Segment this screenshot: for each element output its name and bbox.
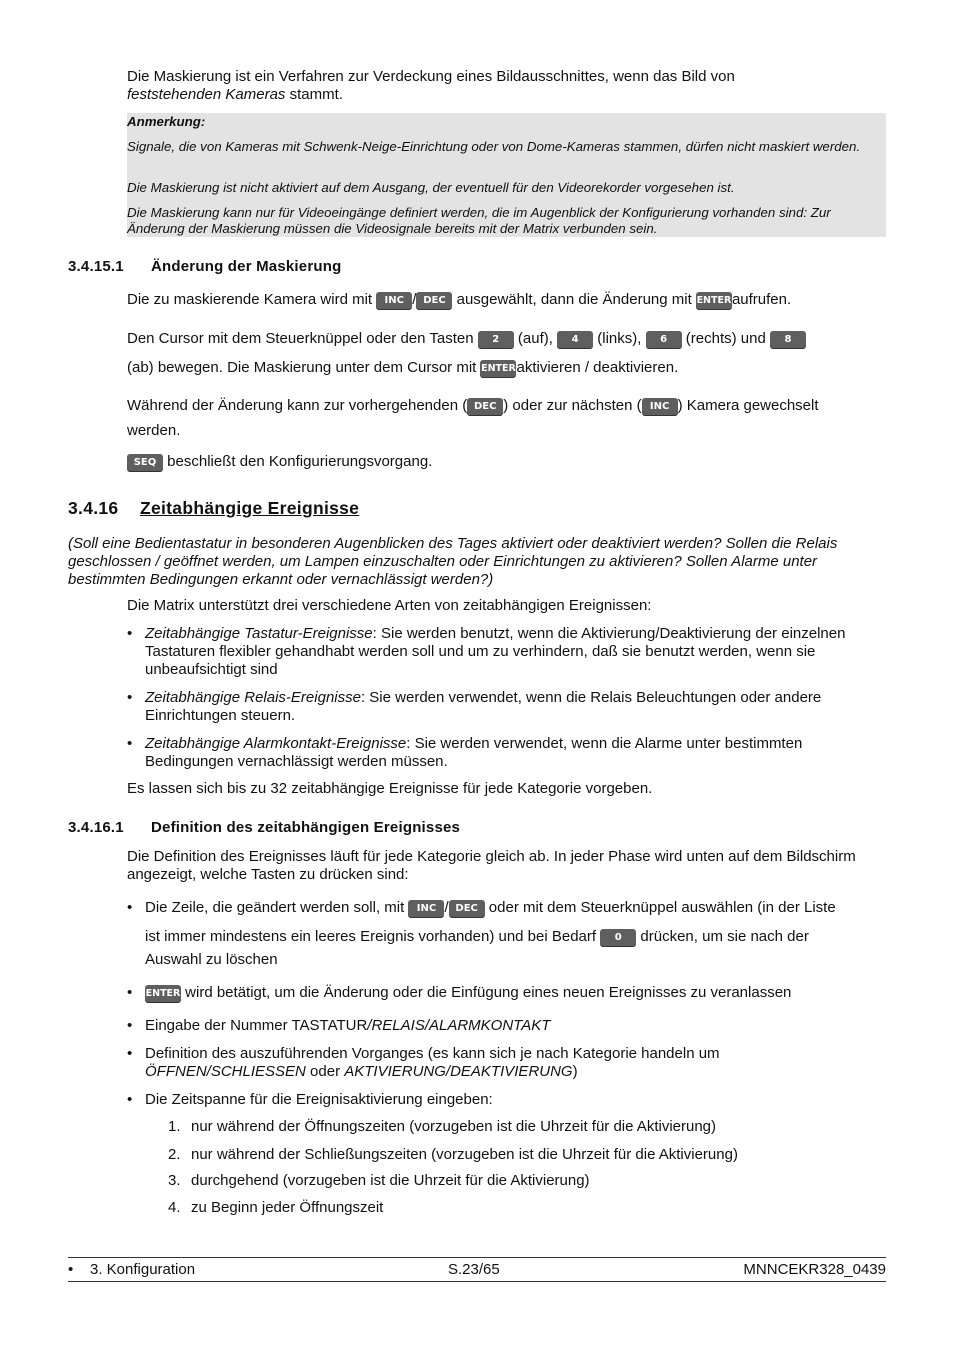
key-4-icon: 4 (557, 331, 593, 348)
heading-number: 3.4.15.1 (68, 258, 124, 275)
note-paragraph-2: Die Maskierung ist nicht aktiviert auf dem Ausgang, der eventuell für den Videorekorder vorgesehen ist. (127, 180, 735, 195)
heading-title: Änderung der Maskierung (151, 258, 342, 275)
list-item-continued (145, 928, 887, 946)
text-fragment: ) (572, 1063, 578, 1080)
bullet-icon: • (127, 625, 133, 642)
note-paragraph-3: Die Maskierung kann nur für Videoeingänge definiert werden, die im Augenblick der Konfigurierung vorhanden sind: Zur Änderung der Maskierung müssen die Videosignale bereits mit der Matrix verbunden sein. (127, 205, 831, 236)
ordered-number: 3. (168, 1172, 181, 1189)
text-fragment: Die zu maskierende Kamera wird mit (127, 291, 377, 308)
text-fragment: ist immer mindestens ein leeres Ereignis vorhanden) und bei Bedarf (145, 928, 601, 945)
text-fragment: Definition des auszuführenden Vorganges (es kann sich je nach Kategorie handeln um (145, 1045, 720, 1062)
text-fragment: ) Kamera gewechselt (677, 397, 819, 414)
heading-title: Definition des zeitabhängigen Ereignisses (151, 819, 461, 836)
ordered-item: zu Beginn jeder Öffnungszeit (191, 1199, 384, 1216)
list-item-continued: Auswahl zu löschen (145, 951, 278, 968)
text-fragment: ÖFFNEN/SCHLIESSEN (145, 1063, 306, 1080)
footer-top-rule (68, 1257, 886, 1258)
footer-chapter: 3. Konfiguration (90, 1261, 196, 1278)
bullet-icon: • (127, 689, 133, 706)
paragraph-limit: Es lassen sich bis zu 32 zeitabhängige Ereignisse für jede Kategorie vorgeben. (127, 780, 653, 797)
ordered-item: durchgehend (vorzugeben ist die Uhrzeit für die Aktivierung) (191, 1172, 590, 1189)
text-fragment: oder (305, 1063, 345, 1080)
paragraph-switch-camera (127, 397, 887, 415)
paragraph-switch-camera-end: werden. (127, 422, 181, 439)
dec-key-icon: DEC (416, 292, 452, 309)
text-fragment: Den Cursor mit dem Steuerknüppel oder den Tasten (127, 330, 478, 347)
paragraph-cursor-line-1 (127, 330, 887, 348)
heading-3-4-16 (68, 498, 359, 519)
enter-key-icon: ENTER (480, 360, 516, 377)
note-box (127, 113, 886, 237)
list-item (145, 1045, 887, 1081)
paragraph-select-camera (127, 291, 887, 309)
text-fragment: beschließt den Konfigurierungsvorgang. (163, 453, 433, 470)
bullet-icon: • (127, 1045, 133, 1062)
text-fragment: Während der Änderung kann zur vorhergehenden ( (127, 397, 468, 414)
intro-paragraph (127, 68, 887, 104)
ordered-number: 4. (168, 1199, 181, 1216)
inc-key-icon: INC (642, 398, 678, 415)
heading-number: 3.4.16 (68, 498, 119, 518)
list-item (145, 899, 887, 917)
question-paragraph: (Soll eine Bedientastatur in besonderen Augenblicken des Tages aktiviert oder deaktiviert werden? Sollen die Relais geschlossen / geöffnet werden, um Lampen einzuschalten oder Einrichtungen zu aktivieren? Sollen Alarme unter bestimmten Bedingungen erkannt oder vernachlässigt werden?) (68, 535, 838, 588)
list-item (145, 735, 887, 771)
text-fragment: Eingabe der Nummer TASTATUR (145, 1017, 368, 1034)
ordered-number: 2. (168, 1146, 181, 1163)
text-fragment: aufrufen. (731, 291, 792, 308)
text-fragment: (auf), (513, 330, 558, 347)
note-paragraph-1: Signale, die von Kameras mit Schwenk-Neige-Einrichtung oder von Dome-Kameras stammen, dürfen nicht maskiert werden. (127, 139, 861, 154)
text-fragment: / (444, 899, 449, 916)
heading-title: Zeitabhängige Ereignisse (140, 498, 360, 518)
bullet-icon: • (127, 735, 133, 752)
intro-italic: feststehenden Kameras (127, 86, 286, 103)
list-item (145, 625, 887, 679)
item-term: Zeitabhängige Relais-Ereignisse (145, 689, 361, 706)
text-fragment: (rechts) und (681, 330, 770, 347)
list-item (145, 1017, 887, 1035)
bullet-icon: • (127, 984, 133, 1001)
text-fragment: (ab) bewegen. Die Maskierung unter dem Cursor mit (127, 359, 481, 376)
footer-bullet: • (68, 1261, 74, 1278)
paragraph-definition-intro: Die Definition des Ereignisses läuft für jede Kategorie gleich ab. In jeder Phase wird unten auf dem Bildschirm angezeigt, welche Tasten zu drücken sind: (127, 848, 856, 883)
bullet-icon: • (127, 1091, 133, 1108)
key-6-icon: 6 (646, 331, 682, 348)
bullet-icon: • (127, 899, 133, 916)
footer-bottom-rule (68, 1281, 886, 1282)
item-term: Zeitabhängige Tastatur-Ereignisse (145, 625, 373, 642)
ordered-item: nur während der Schließungszeiten (vorzugeben ist die Uhrzeit für die Aktivierung) (191, 1146, 738, 1163)
text-fragment: wird betätigt, um die Änderung oder die Einfügung eines neuen Ereignisses zu veranlassen (181, 984, 792, 1001)
key-8-icon: 8 (770, 331, 806, 348)
footer-document-id: MNNCEKR328_0439 (743, 1261, 886, 1278)
enter-key-icon: ENTER (696, 292, 732, 309)
item-text: : Sie werden benutzt, wenn die Aktivierung/Deaktivierung der einzelnen Tastaturen flexibler gehandhabt werden soll und um zu verhindern, daß sie benutzt werden, wenn sie unbeaufsichtigt sind (145, 625, 846, 678)
heading-number: 3.4.16.1 (68, 819, 124, 836)
ordered-number: 1. (168, 1118, 181, 1135)
text-fragment: (links), (593, 330, 646, 347)
text-fragment: /RELAIS/ALARMKONTAKT (367, 1017, 551, 1034)
footer-page-number: S.23/65 (448, 1261, 500, 1278)
list-item: Die Zeitspanne für die Ereignisaktivierung eingeben: (145, 1091, 493, 1108)
text-fragment: ausgewählt, dann die Änderung mit (452, 291, 696, 308)
text-fragment: ) oder zur nächsten ( (503, 397, 642, 414)
text-fragment: / (412, 291, 417, 308)
key-0-icon: 0 (600, 929, 636, 946)
note-title: Anmerkung: (127, 114, 206, 129)
dec-key-icon: DEC (449, 900, 485, 917)
intro-line: Die Maskierung ist ein Verfahren zur Verdeckung eines Bildausschnittes, wenn das Bild von (127, 68, 735, 85)
text-fragment: aktivieren / deaktivieren. (516, 359, 679, 376)
dec-key-icon: DEC (467, 398, 503, 415)
ordered-item: nur während der Öffnungszeiten (vorzugeben ist die Uhrzeit für die Aktivierung) (191, 1118, 717, 1135)
text-fragment: drücken, um sie nach der (636, 928, 809, 945)
item-text: : Sie werden verwendet, wenn die Relais Beleuchtungen oder andere Einrichtungen steuern. (145, 689, 822, 724)
text-fragment: Die Zeile, die geändert werden soll, mit (145, 899, 409, 916)
list-item (145, 689, 887, 725)
text-fragment: AKTIVIERUNG/DEAKTIVIERUNG (344, 1063, 573, 1080)
paragraph-types-intro: Die Matrix unterstützt drei verschiedene Arten von zeitabhängigen Ereignissen: (127, 597, 652, 614)
key-2-icon: 2 (478, 331, 514, 348)
inc-key-icon: INC (408, 900, 444, 917)
item-term: Zeitabhängige Alarmkontakt-Ereignisse (145, 735, 407, 752)
paragraph-seq (127, 453, 887, 471)
inc-key-icon: INC (376, 292, 412, 309)
seq-key-icon: SEQ (127, 454, 163, 471)
enter-key-icon: ENTER (145, 985, 181, 1002)
heading-3-4-15-1 (68, 258, 341, 275)
list-item (145, 984, 887, 1002)
heading-3-4-16-1 (68, 819, 460, 836)
intro-rest: stammt. (285, 86, 343, 103)
paragraph-cursor-line-2 (127, 359, 887, 377)
text-fragment: oder mit dem Steuerknüppel auswählen (in der Liste (484, 899, 836, 916)
item-text: : Sie werden verwendet, wenn die Alarme unter bestimmten Bedingungen vernachlässigt werden müssen. (145, 735, 803, 770)
bullet-icon: • (127, 1017, 133, 1034)
